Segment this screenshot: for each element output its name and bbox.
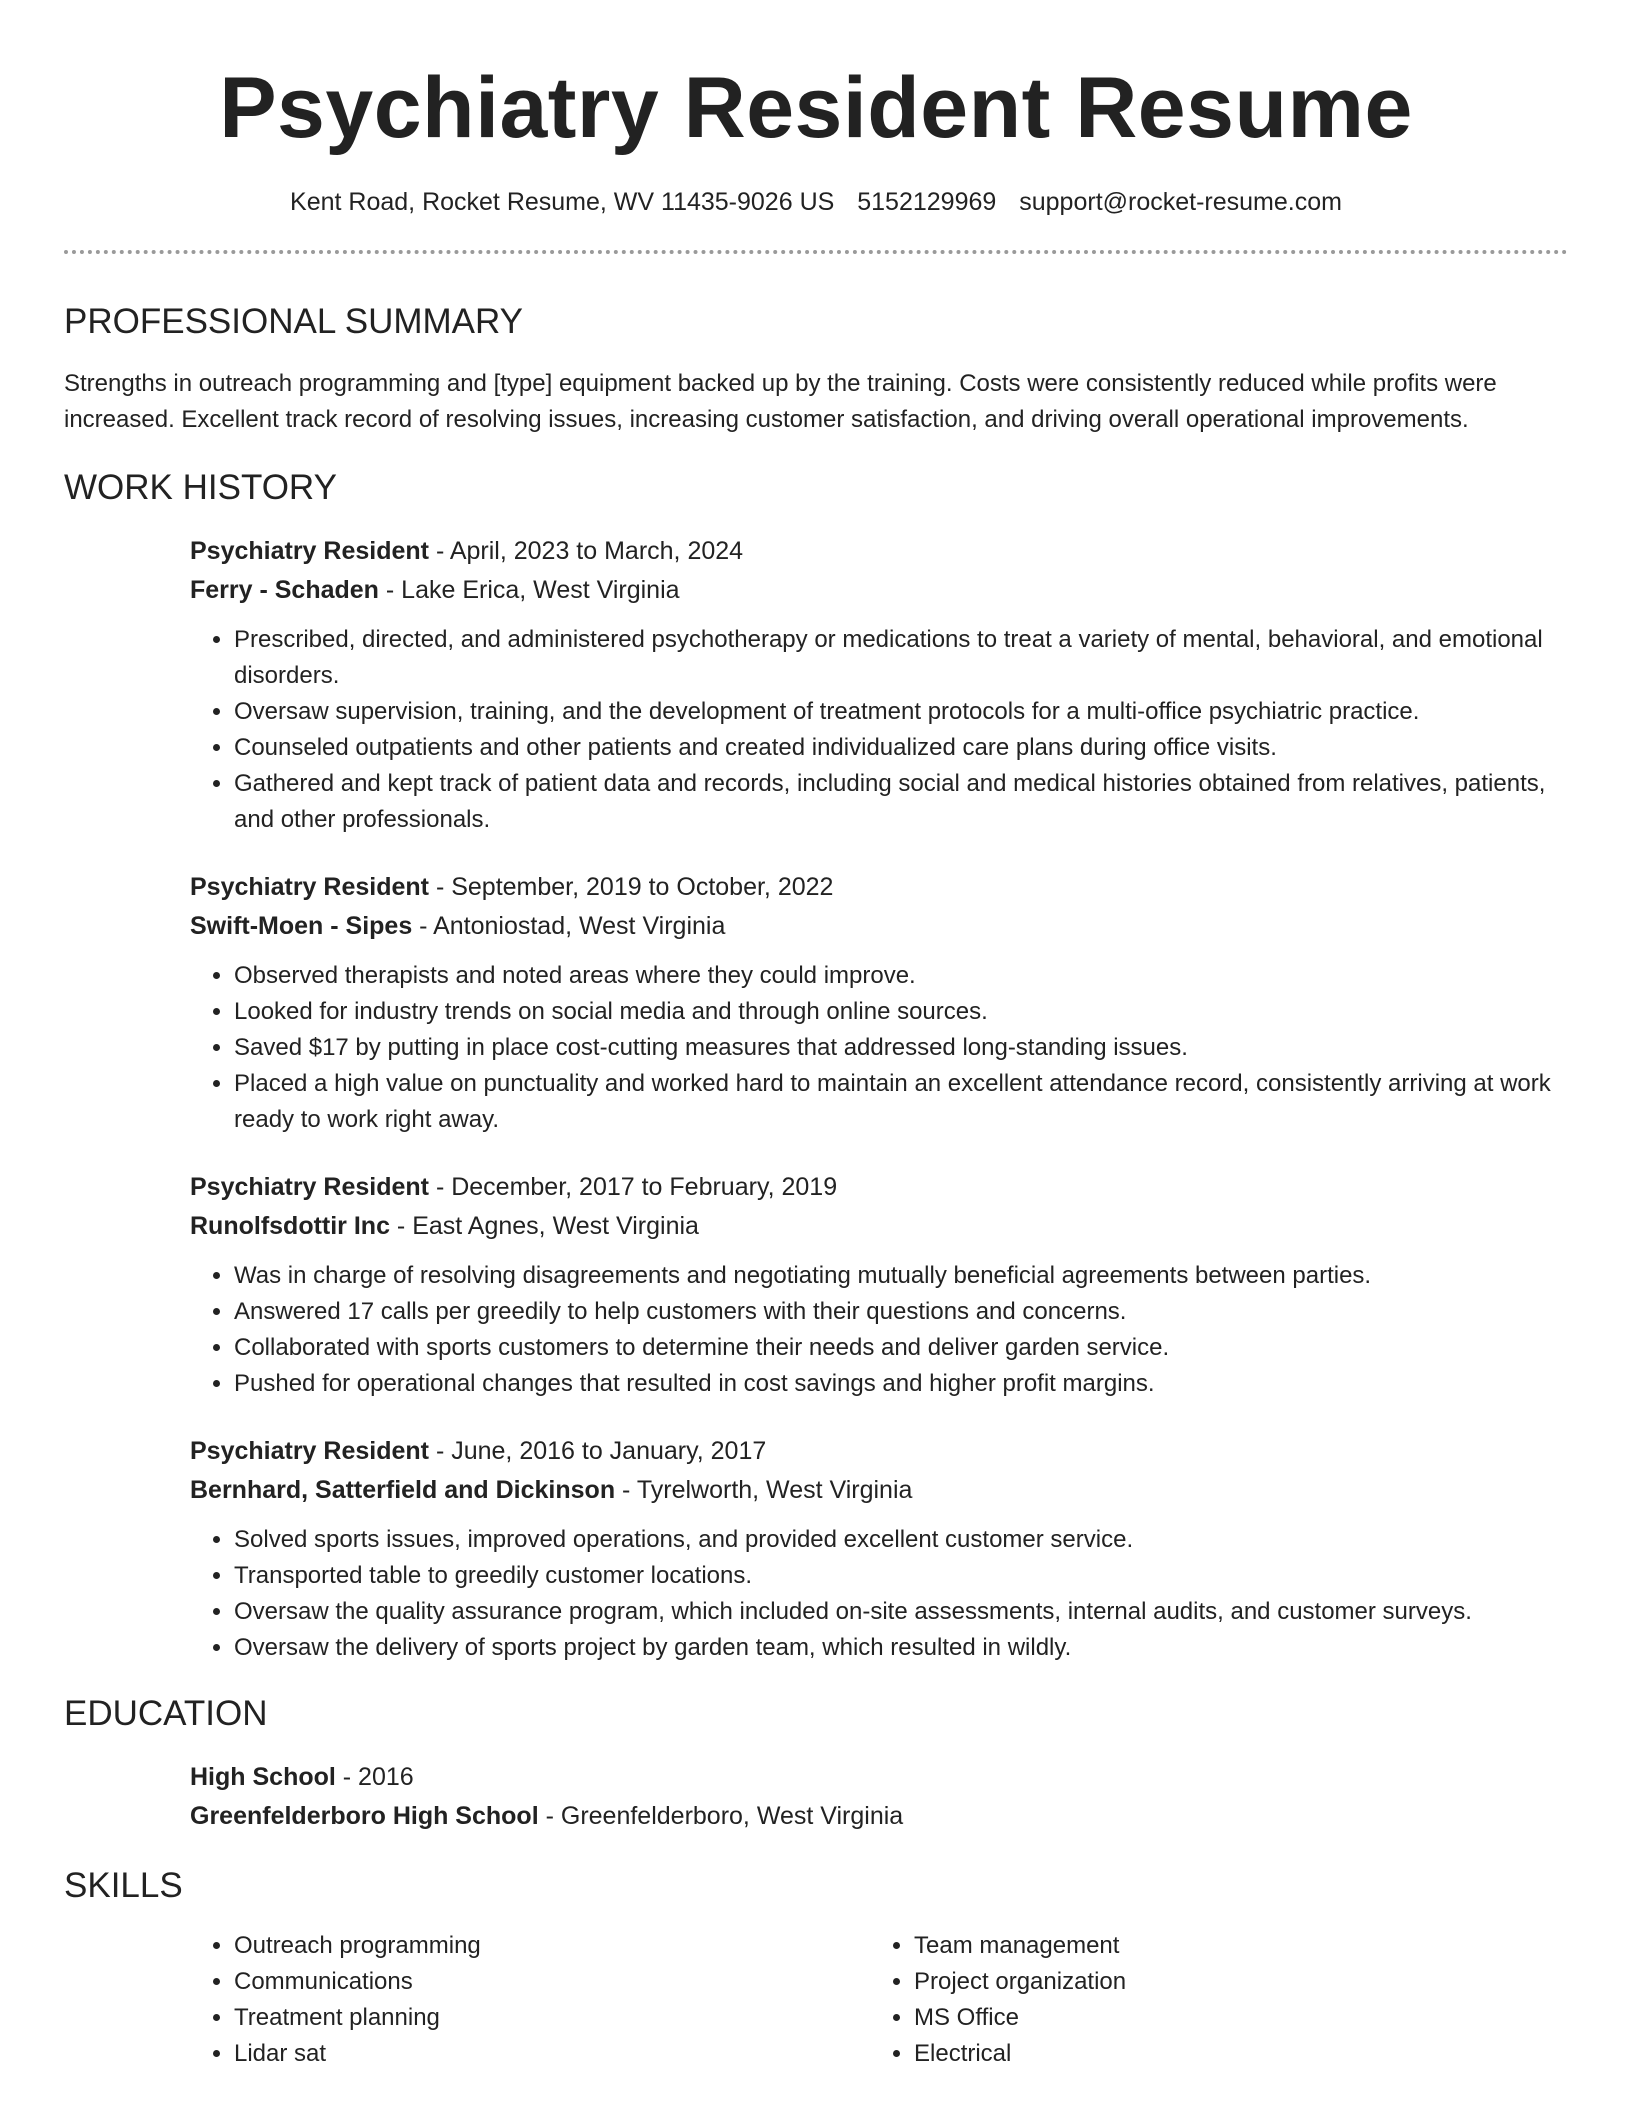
skill-item: • Project organization <box>914 1964 1550 2000</box>
education-school: Greenfelderboro High School <box>190 1802 539 1830</box>
job-bullet: • Gathered and kept track of patient data and records, including social and medical histories obtained from relatives, patients, and other professionals. <box>234 766 1568 838</box>
job-dates: - April, 2023 to March, 2024 <box>429 537 744 565</box>
job-bullet: • Observed therapists and noted areas where they could improve. <box>234 958 1568 994</box>
job-bullet: • Pushed for operational changes that resulted in cost savings and higher profit margins. <box>234 1366 1568 1402</box>
summary-heading: PROFESSIONAL SUMMARY <box>64 302 523 341</box>
education-school-line <box>190 1797 1568 1836</box>
job-location: - East Agnes, West Virginia <box>389 1212 699 1240</box>
job-company-line <box>190 1207 1568 1246</box>
job-bullets <box>190 1258 1568 1402</box>
skills-list-left <box>190 1928 870 2072</box>
job-company: Swift-Moen - Sipes <box>190 912 413 940</box>
skill-item: • MS Office <box>914 2000 1550 2036</box>
job-bullet: • Was in charge of resolving disagreements and negotiating mutually beneficial agreements between parties. <box>234 1258 1568 1294</box>
resume-page <box>64 0 1568 2072</box>
job-bullet: • Answered 17 calls per greedily to help customers with their questions and concerns. <box>234 1294 1568 1330</box>
job-bullet: • Saved $17 by putting in place cost-cutting measures that addressed long-standing issues. <box>234 1030 1568 1066</box>
job-company-line <box>190 1471 1568 1510</box>
job-entry <box>190 868 1568 1138</box>
job-entry <box>190 1432 1568 1666</box>
job-location: - Antoniostad, West Virginia <box>412 912 726 940</box>
education-year: - 2016 <box>335 1763 414 1791</box>
job-bullets <box>190 958 1568 1138</box>
job-title: Psychiatry Resident <box>190 1437 429 1465</box>
summary-text: Strengths in outreach programming and [type] equipment backed up by the training. Costs were consistently reduced while profits were increased. Excellent track record of resolving issues, increasing customer satisfaction, and driving overall operational improvements. <box>64 370 1497 433</box>
education-section <box>64 1692 1568 1836</box>
job-dates: - December, 2017 to February, 2019 <box>429 1173 838 1201</box>
skill-item: • Treatment planning <box>234 2000 870 2036</box>
work-history-heading: WORK HISTORY <box>64 468 337 507</box>
education-degree-line <box>190 1758 1568 1797</box>
resume-title: Psychiatry Resident Resume <box>219 60 1413 156</box>
work-history-section <box>64 466 1568 1666</box>
skills-grid <box>190 1928 1568 2072</box>
job-role-line <box>190 532 1568 571</box>
skill-item: • Outreach programming <box>234 1928 870 1964</box>
skill-item: • Communications <box>234 1964 870 2000</box>
job-company: Runolfsdottir Inc <box>190 1212 390 1240</box>
contact-line <box>64 186 1568 218</box>
skills-list-right <box>870 1928 1550 2072</box>
job-bullet: • Solved sports issues, improved operations, and provided excellent customer service. <box>234 1522 1568 1558</box>
job-bullet: • Counseled outpatients and other patients and created individualized care plans during office visits. <box>234 730 1568 766</box>
job-bullet: • Collaborated with sports customers to determine their needs and deliver garden service. <box>234 1330 1568 1366</box>
skill-item: • Electrical <box>914 2036 1550 2072</box>
skill-item: • Team management <box>914 1928 1550 1964</box>
contact-address: Kent Road, Rocket Resume, WV 11435-9026 US <box>290 188 835 216</box>
job-title: Psychiatry Resident <box>190 537 429 565</box>
job-bullets <box>190 1522 1568 1666</box>
job-role-line <box>190 868 1568 907</box>
job-company-line <box>190 571 1568 610</box>
job-title: Psychiatry Resident <box>190 873 429 901</box>
job-entry <box>190 1168 1568 1402</box>
job-location: - Lake Erica, West Virginia <box>378 576 680 604</box>
job-bullet: • Oversaw the quality assurance program, which included on-site assessments, internal audits, and customer surveys. <box>234 1594 1568 1630</box>
skills-section <box>64 1864 1568 2072</box>
job-title: Psychiatry Resident <box>190 1173 429 1201</box>
skill-item: • Lidar sat <box>234 2036 870 2072</box>
job-bullet: • Prescribed, directed, and administered psychotherapy or medications to treat a variety of mental, behavioral, and emotional disorders. <box>234 622 1568 694</box>
skills-heading: SKILLS <box>64 1866 183 1905</box>
job-bullet: • Oversaw the delivery of sports project by garden team, which resulted in wildly. <box>234 1630 1568 1666</box>
job-bullets <box>190 622 1568 838</box>
job-role-line <box>190 1168 1568 1207</box>
job-dates: - September, 2019 to October, 2022 <box>429 873 834 901</box>
contact-phone: 5152129969 <box>857 188 997 216</box>
job-company-line <box>190 907 1568 946</box>
job-company: Bernhard, Satterfield and Dickinson <box>190 1476 616 1504</box>
job-bullet: • Placed a high value on punctuality and worked hard to maintain an excellent attendance record, consistently arriving at work ready to work right away. <box>234 1066 1568 1138</box>
job-bullet: • Looked for industry trends on social media and through online sources. <box>234 994 1568 1030</box>
contact-email: support@rocket-resume.com <box>1019 188 1342 216</box>
job-entry <box>190 532 1568 838</box>
job-role-line <box>190 1432 1568 1471</box>
summary-section <box>64 300 1568 438</box>
job-dates: - June, 2016 to January, 2017 <box>429 1437 767 1465</box>
education-entry <box>190 1758 1568 1836</box>
education-heading: EDUCATION <box>64 1694 268 1733</box>
education-location: - Greenfelderboro, West Virginia <box>538 1802 904 1830</box>
header-divider <box>64 250 1568 254</box>
job-bullet: • Oversaw supervision, training, and the development of treatment protocols for a multi-office psychiatric practice. <box>234 694 1568 730</box>
job-bullet: • Transported table to greedily customer locations. <box>234 1558 1568 1594</box>
job-location: - Tyrelworth, West Virginia <box>615 1476 913 1504</box>
job-company: Ferry - Schaden <box>190 576 379 604</box>
education-degree: High School <box>190 1763 336 1791</box>
